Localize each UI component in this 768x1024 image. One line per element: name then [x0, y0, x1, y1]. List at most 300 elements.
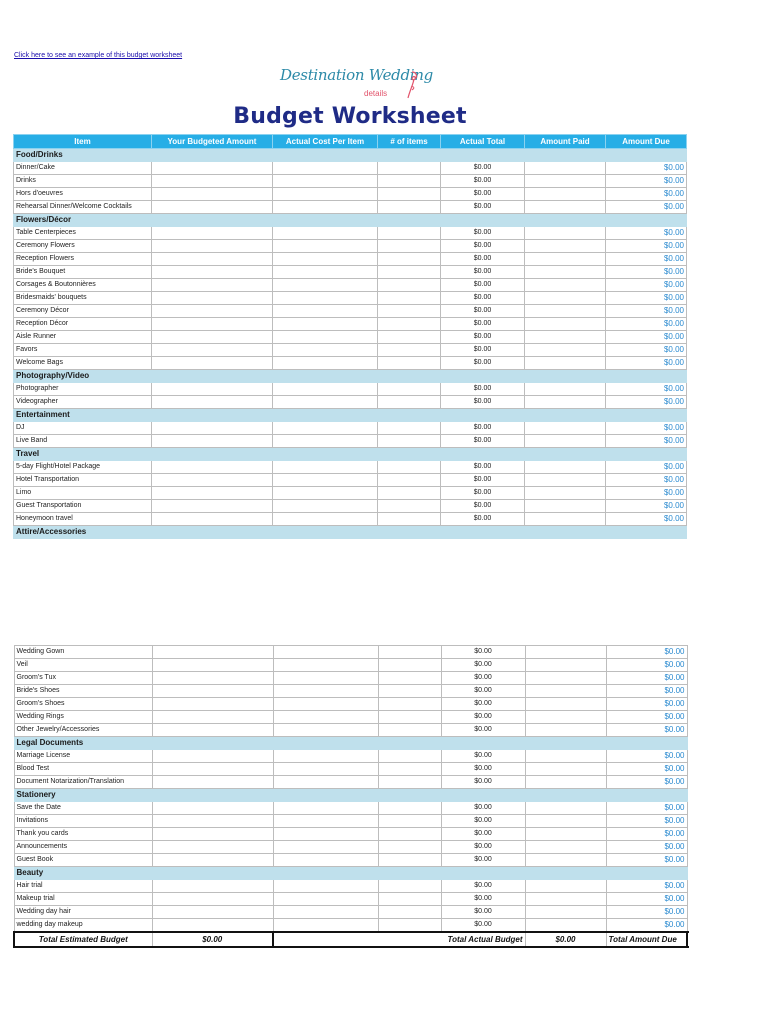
- table-row: [14, 461, 687, 474]
- item-name-cell: Document Notarization/Translation: [14, 776, 152, 789]
- actual-total-cell: $0.00: [441, 880, 525, 893]
- budgeted-amount-cell[interactable]: [152, 461, 273, 474]
- totals-row: [14, 932, 687, 947]
- actual-cost-cell[interactable]: [273, 711, 378, 724]
- actual-cost-cell[interactable]: [273, 893, 378, 906]
- item-name-cell: Welcome Bags: [14, 357, 152, 370]
- actual-total-cell: $0.00: [441, 841, 525, 854]
- table-row: [14, 763, 687, 776]
- table-row: [14, 880, 687, 893]
- total-actual-label: Total Actual Budget: [273, 932, 525, 947]
- item-count-cell[interactable]: [378, 175, 441, 188]
- amount-paid-cell[interactable]: [525, 646, 606, 659]
- budgeted-amount-cell[interactable]: [152, 672, 273, 685]
- item-name-cell: Dinner/Cake: [14, 162, 152, 175]
- amount-paid-cell[interactable]: [525, 659, 606, 672]
- item-name-cell: Wedding Rings: [14, 711, 152, 724]
- budgeted-amount-cell[interactable]: [152, 802, 273, 815]
- table-row: [14, 383, 687, 396]
- amount-due-cell: $0.00: [606, 344, 687, 357]
- amount-paid-cell[interactable]: [525, 253, 606, 266]
- budgeted-amount-cell[interactable]: [152, 188, 273, 201]
- amount-paid-cell[interactable]: [525, 672, 606, 685]
- budgeted-amount-cell[interactable]: [152, 711, 273, 724]
- actual-cost-cell[interactable]: [273, 659, 378, 672]
- table-row: [14, 227, 687, 240]
- amount-due-cell: $0.00: [606, 841, 687, 854]
- actual-cost-cell[interactable]: [273, 240, 378, 253]
- total-due-label: Total Amount Due: [606, 932, 687, 947]
- amount-due-cell: $0.00: [606, 724, 687, 737]
- amount-due-cell: $0.00: [606, 461, 687, 474]
- item-count-cell[interactable]: [378, 513, 441, 526]
- table-row: [14, 906, 687, 919]
- amount-due-cell: $0.00: [606, 331, 687, 344]
- item-name-cell: Guest Transportation: [14, 500, 152, 513]
- item-count-cell[interactable]: [378, 292, 441, 305]
- budgeted-amount-cell[interactable]: [152, 776, 273, 789]
- column-header: Actual Cost Per Item: [273, 135, 378, 149]
- category-label: Stationery: [14, 789, 687, 802]
- amount-paid-cell[interactable]: [525, 854, 606, 867]
- table-row: [14, 841, 687, 854]
- table-row: [14, 893, 687, 906]
- amount-due-cell: $0.00: [606, 802, 687, 815]
- actual-total-cell: $0.00: [441, 802, 525, 815]
- amount-paid-cell[interactable]: [525, 815, 606, 828]
- actual-total-cell: $0.00: [441, 396, 525, 409]
- item-name-cell: wedding day makeup: [14, 919, 152, 933]
- budgeted-amount-cell[interactable]: [152, 841, 273, 854]
- item-count-cell[interactable]: [378, 331, 441, 344]
- table-row: [14, 435, 687, 448]
- amount-paid-cell[interactable]: [525, 331, 606, 344]
- amount-paid-cell[interactable]: [525, 175, 606, 188]
- actual-cost-cell[interactable]: [273, 906, 378, 919]
- item-count-cell[interactable]: [378, 253, 441, 266]
- amount-paid-cell[interactable]: [525, 435, 606, 448]
- category-row: [14, 149, 687, 162]
- amount-due-cell: $0.00: [606, 776, 687, 789]
- category-row: [14, 789, 687, 802]
- item-count-cell[interactable]: [378, 487, 441, 500]
- amount-due-cell: $0.00: [606, 474, 687, 487]
- actual-cost-cell[interactable]: [273, 828, 378, 841]
- actual-total-cell: $0.00: [441, 854, 525, 867]
- amount-paid-cell[interactable]: [525, 292, 606, 305]
- amount-paid-cell[interactable]: [525, 227, 606, 240]
- actual-cost-cell[interactable]: [273, 266, 378, 279]
- table-row: [14, 919, 687, 933]
- item-count-cell[interactable]: [378, 188, 441, 201]
- item-count-cell[interactable]: [378, 880, 441, 893]
- actual-total-cell: $0.00: [441, 331, 525, 344]
- amount-due-cell: $0.00: [606, 422, 687, 435]
- table-row: [14, 672, 687, 685]
- item-count-cell[interactable]: [378, 646, 441, 659]
- total-estimated-label: Total Estimated Budget: [14, 932, 152, 947]
- item-count-cell[interactable]: [378, 802, 441, 815]
- item-name-cell: DJ: [14, 422, 152, 435]
- actual-cost-cell[interactable]: [273, 724, 378, 737]
- item-count-cell[interactable]: [378, 685, 441, 698]
- item-count-cell[interactable]: [378, 763, 441, 776]
- item-count-cell[interactable]: [378, 344, 441, 357]
- actual-cost-cell[interactable]: [273, 331, 378, 344]
- actual-cost-cell[interactable]: [273, 292, 378, 305]
- item-name-cell: Drinks: [14, 175, 152, 188]
- column-header: Amount Due: [606, 135, 687, 149]
- table-row: [14, 646, 687, 659]
- budgeted-amount-cell[interactable]: [152, 724, 273, 737]
- amount-paid-cell[interactable]: [525, 461, 606, 474]
- amount-paid-cell[interactable]: [525, 201, 606, 214]
- amount-paid-cell[interactable]: [525, 513, 606, 526]
- actual-cost-cell[interactable]: [273, 802, 378, 815]
- amount-due-cell: $0.00: [606, 227, 687, 240]
- item-count-cell[interactable]: [378, 906, 441, 919]
- actual-cost-cell[interactable]: [273, 201, 378, 214]
- item-name-cell: Reception Décor: [14, 318, 152, 331]
- item-name-cell: Groom's Tux: [14, 672, 152, 685]
- budgeted-amount-cell[interactable]: [152, 266, 273, 279]
- actual-total-cell: $0.00: [441, 357, 525, 370]
- column-header: Your Budgeted Amount: [152, 135, 273, 149]
- item-count-cell[interactable]: [378, 357, 441, 370]
- table-row: [14, 188, 687, 201]
- actual-cost-cell[interactable]: [273, 279, 378, 292]
- actual-cost-cell[interactable]: [273, 396, 378, 409]
- item-count-cell[interactable]: [378, 919, 441, 933]
- item-count-cell[interactable]: [378, 474, 441, 487]
- actual-total-cell: $0.00: [441, 383, 525, 396]
- category-row: [14, 526, 687, 539]
- actual-cost-cell[interactable]: [273, 880, 378, 893]
- budgeted-amount-cell[interactable]: [152, 435, 273, 448]
- amount-paid-cell[interactable]: [525, 305, 606, 318]
- actual-cost-cell[interactable]: [273, 685, 378, 698]
- category-label: Beauty: [14, 867, 687, 880]
- actual-cost-cell[interactable]: [273, 672, 378, 685]
- item-name-cell: Wedding Gown: [14, 646, 152, 659]
- actual-cost-cell[interactable]: [273, 698, 378, 711]
- actual-cost-cell[interactable]: [273, 435, 378, 448]
- actual-total-cell: $0.00: [441, 474, 525, 487]
- budgeted-amount-cell[interactable]: [152, 893, 273, 906]
- amount-paid-cell[interactable]: [525, 266, 606, 279]
- item-count-cell[interactable]: [378, 266, 441, 279]
- item-count-cell[interactable]: [378, 435, 441, 448]
- amount-paid-cell[interactable]: [525, 383, 606, 396]
- amount-paid-cell[interactable]: [525, 841, 606, 854]
- amount-paid-cell[interactable]: [525, 802, 606, 815]
- item-count-cell[interactable]: [378, 240, 441, 253]
- actual-cost-cell[interactable]: [273, 776, 378, 789]
- amount-due-cell: $0.00: [606, 305, 687, 318]
- budgeted-amount-cell[interactable]: [152, 750, 273, 763]
- budgeted-amount-cell[interactable]: [152, 227, 273, 240]
- actual-cost-cell[interactable]: [273, 646, 378, 659]
- item-count-cell[interactable]: [378, 854, 441, 867]
- budget-table-page-2: [13, 645, 686, 948]
- table-row: [14, 513, 687, 526]
- actual-cost-cell[interactable]: [273, 383, 378, 396]
- actual-total-cell: $0.00: [441, 919, 525, 933]
- amount-paid-cell[interactable]: [525, 396, 606, 409]
- table-row: [14, 331, 687, 344]
- amount-paid-cell[interactable]: [525, 724, 606, 737]
- actual-cost-cell[interactable]: [273, 841, 378, 854]
- budgeted-amount-cell[interactable]: [152, 854, 273, 867]
- item-name-cell: Rehearsal Dinner/Welcome Cocktails: [14, 201, 152, 214]
- item-count-cell[interactable]: [378, 841, 441, 854]
- actual-cost-cell[interactable]: [273, 919, 378, 933]
- amount-paid-cell[interactable]: [525, 344, 606, 357]
- amount-paid-cell[interactable]: [525, 698, 606, 711]
- actual-cost-cell[interactable]: [273, 305, 378, 318]
- category-row: [14, 214, 687, 227]
- budgeted-amount-cell[interactable]: [152, 763, 273, 776]
- actual-total-cell: $0.00: [441, 906, 525, 919]
- actual-total-cell: $0.00: [441, 763, 525, 776]
- table-row: [14, 711, 687, 724]
- amount-paid-cell[interactable]: [525, 474, 606, 487]
- actual-cost-cell[interactable]: [273, 344, 378, 357]
- amount-paid-cell[interactable]: [525, 906, 606, 919]
- column-header: Amount Paid: [525, 135, 606, 149]
- table-row: [14, 279, 687, 292]
- amount-due-cell: $0.00: [606, 292, 687, 305]
- item-name-cell: Wedding day hair: [14, 906, 152, 919]
- table-row: [14, 854, 687, 867]
- budgeted-amount-cell[interactable]: [152, 685, 273, 698]
- amount-paid-cell[interactable]: [525, 828, 606, 841]
- actual-cost-cell[interactable]: [273, 318, 378, 331]
- budgeted-amount-cell[interactable]: [152, 396, 273, 409]
- item-count-cell[interactable]: [378, 672, 441, 685]
- amount-due-cell: $0.00: [606, 685, 687, 698]
- item-count-cell[interactable]: [378, 724, 441, 737]
- logo-sub-text: details: [364, 89, 388, 98]
- item-count-cell[interactable]: [378, 305, 441, 318]
- actual-cost-cell[interactable]: [273, 763, 378, 776]
- budgeted-amount-cell[interactable]: [152, 383, 273, 396]
- actual-cost-cell[interactable]: [273, 500, 378, 513]
- item-count-cell[interactable]: [378, 279, 441, 292]
- item-count-cell[interactable]: [378, 162, 441, 175]
- column-header: Item: [14, 135, 152, 149]
- amount-paid-cell[interactable]: [525, 422, 606, 435]
- actual-cost-cell[interactable]: [273, 854, 378, 867]
- item-name-cell: Hair trial: [14, 880, 152, 893]
- actual-cost-cell[interactable]: [273, 474, 378, 487]
- actual-total-cell: $0.00: [441, 698, 525, 711]
- amount-paid-cell[interactable]: [525, 919, 606, 933]
- item-count-cell[interactable]: [378, 750, 441, 763]
- budgeted-amount-cell[interactable]: [152, 318, 273, 331]
- actual-cost-cell[interactable]: [273, 815, 378, 828]
- budget-table-page-1: [13, 134, 686, 539]
- item-count-cell[interactable]: [378, 500, 441, 513]
- amount-due-cell: $0.00: [606, 880, 687, 893]
- item-name-cell: Hotel Transportation: [14, 474, 152, 487]
- amount-paid-cell[interactable]: [525, 318, 606, 331]
- budgeted-amount-cell[interactable]: [152, 906, 273, 919]
- actual-total-cell: $0.00: [441, 435, 525, 448]
- item-name-cell: Honeymoon travel: [14, 513, 152, 526]
- budgeted-amount-cell[interactable]: [152, 279, 273, 292]
- budgeted-amount-cell[interactable]: [152, 828, 273, 841]
- flower-icon: [404, 70, 420, 100]
- budgeted-amount-cell[interactable]: [152, 659, 273, 672]
- actual-cost-cell[interactable]: [273, 253, 378, 266]
- amount-paid-cell[interactable]: [525, 763, 606, 776]
- budgeted-amount-cell[interactable]: [152, 162, 273, 175]
- actual-total-cell: $0.00: [441, 513, 525, 526]
- amount-paid-cell[interactable]: [525, 880, 606, 893]
- budgeted-amount-cell[interactable]: [152, 815, 273, 828]
- amount-due-cell: $0.00: [606, 396, 687, 409]
- amount-due-cell: $0.00: [606, 162, 687, 175]
- item-count-cell[interactable]: [378, 659, 441, 672]
- item-count-cell[interactable]: [378, 828, 441, 841]
- budgeted-amount-cell[interactable]: [152, 331, 273, 344]
- actual-total-cell: $0.00: [441, 188, 525, 201]
- amount-due-cell: $0.00: [606, 318, 687, 331]
- item-name-cell: Photographer: [14, 383, 152, 396]
- item-count-cell[interactable]: [378, 227, 441, 240]
- actual-total-cell: $0.00: [441, 227, 525, 240]
- actual-cost-cell[interactable]: [273, 750, 378, 763]
- table-row: [14, 201, 687, 214]
- item-name-cell: Favors: [14, 344, 152, 357]
- amount-due-cell: $0.00: [606, 435, 687, 448]
- amount-due-cell: $0.00: [606, 815, 687, 828]
- budgeted-amount-cell[interactable]: [152, 175, 273, 188]
- actual-cost-cell[interactable]: [273, 422, 378, 435]
- item-name-cell: Aisle Runner: [14, 331, 152, 344]
- item-name-cell: Table Centerpieces: [14, 227, 152, 240]
- column-header: # of items: [378, 135, 441, 149]
- item-name-cell: Veil: [14, 659, 152, 672]
- item-name-cell: Ceremony Décor: [14, 305, 152, 318]
- amount-paid-cell[interactable]: [525, 685, 606, 698]
- amount-due-cell: $0.00: [606, 279, 687, 292]
- column-header: Actual Total: [441, 135, 525, 149]
- table-row: [14, 422, 687, 435]
- item-count-cell[interactable]: [378, 698, 441, 711]
- item-count-cell[interactable]: [378, 422, 441, 435]
- amount-due-cell: $0.00: [606, 240, 687, 253]
- item-count-cell[interactable]: [378, 461, 441, 474]
- actual-total-cell: $0.00: [441, 893, 525, 906]
- amount-paid-cell[interactable]: [525, 750, 606, 763]
- item-count-cell[interactable]: [378, 776, 441, 789]
- logo: [280, 64, 433, 106]
- logo-main-text: Destination Wedding: [280, 66, 433, 84]
- budgeted-amount-cell[interactable]: [152, 357, 273, 370]
- budgeted-amount-cell[interactable]: [152, 487, 273, 500]
- table-row: [14, 815, 687, 828]
- amount-due-cell: $0.00: [606, 828, 687, 841]
- actual-total-cell: $0.00: [441, 659, 525, 672]
- amount-due-cell: $0.00: [606, 906, 687, 919]
- category-row: [14, 448, 687, 461]
- actual-total-cell: $0.00: [441, 672, 525, 685]
- amount-due-cell: $0.00: [606, 672, 687, 685]
- item-count-cell[interactable]: [378, 383, 441, 396]
- budgeted-amount-cell[interactable]: [152, 474, 273, 487]
- budgeted-amount-cell[interactable]: [152, 919, 273, 933]
- item-count-cell[interactable]: [378, 396, 441, 409]
- table-row: [14, 357, 687, 370]
- budgeted-amount-cell[interactable]: [152, 240, 273, 253]
- budgeted-amount-cell[interactable]: [152, 305, 273, 318]
- amount-paid-cell[interactable]: [525, 240, 606, 253]
- amount-paid-cell[interactable]: [525, 357, 606, 370]
- table-row: [14, 240, 687, 253]
- amount-paid-cell[interactable]: [525, 188, 606, 201]
- actual-total-cell: $0.00: [441, 724, 525, 737]
- actual-cost-cell[interactable]: [273, 461, 378, 474]
- budgeted-amount-cell[interactable]: [152, 422, 273, 435]
- actual-cost-cell[interactable]: [273, 513, 378, 526]
- amount-due-cell: $0.00: [606, 266, 687, 279]
- budgeted-amount-cell[interactable]: [152, 500, 273, 513]
- amount-paid-cell[interactable]: [525, 711, 606, 724]
- actual-cost-cell[interactable]: [273, 357, 378, 370]
- amount-due-cell: $0.00: [606, 919, 687, 933]
- actual-cost-cell[interactable]: [273, 175, 378, 188]
- item-count-cell[interactable]: [378, 318, 441, 331]
- actual-cost-cell[interactable]: [273, 188, 378, 201]
- item-count-cell[interactable]: [378, 711, 441, 724]
- item-name-cell: Corsages & Boutonnières: [14, 279, 152, 292]
- budgeted-amount-cell[interactable]: [152, 344, 273, 357]
- item-count-cell[interactable]: [378, 815, 441, 828]
- item-name-cell: Ceremony Flowers: [14, 240, 152, 253]
- item-name-cell: Thank you cards: [14, 828, 152, 841]
- amount-paid-cell[interactable]: [525, 776, 606, 789]
- actual-total-cell: $0.00: [441, 500, 525, 513]
- budgeted-amount-cell[interactable]: [152, 513, 273, 526]
- amount-paid-cell[interactable]: [525, 279, 606, 292]
- actual-cost-cell[interactable]: [273, 162, 378, 175]
- table-row: [14, 698, 687, 711]
- total-estimated-value: $0.00: [152, 932, 273, 947]
- item-count-cell[interactable]: [378, 893, 441, 906]
- item-count-cell[interactable]: [378, 201, 441, 214]
- amount-paid-cell[interactable]: [525, 162, 606, 175]
- budgeted-amount-cell[interactable]: [152, 253, 273, 266]
- actual-cost-cell[interactable]: [273, 227, 378, 240]
- budgeted-amount-cell[interactable]: [152, 292, 273, 305]
- budgeted-amount-cell[interactable]: [152, 646, 273, 659]
- amount-paid-cell[interactable]: [525, 893, 606, 906]
- actual-cost-cell[interactable]: [273, 487, 378, 500]
- amount-paid-cell[interactable]: [525, 487, 606, 500]
- amount-due-cell: $0.00: [606, 854, 687, 867]
- table-row: [14, 776, 687, 789]
- budgeted-amount-cell[interactable]: [152, 880, 273, 893]
- budgeted-amount-cell[interactable]: [152, 201, 273, 214]
- table-row: [14, 487, 687, 500]
- budgeted-amount-cell[interactable]: [152, 698, 273, 711]
- table-row: [14, 685, 687, 698]
- amount-paid-cell[interactable]: [525, 500, 606, 513]
- example-link[interactable]: Click here to see an example of this budget worksheet: [14, 52, 183, 59]
- table-row: [14, 162, 687, 175]
